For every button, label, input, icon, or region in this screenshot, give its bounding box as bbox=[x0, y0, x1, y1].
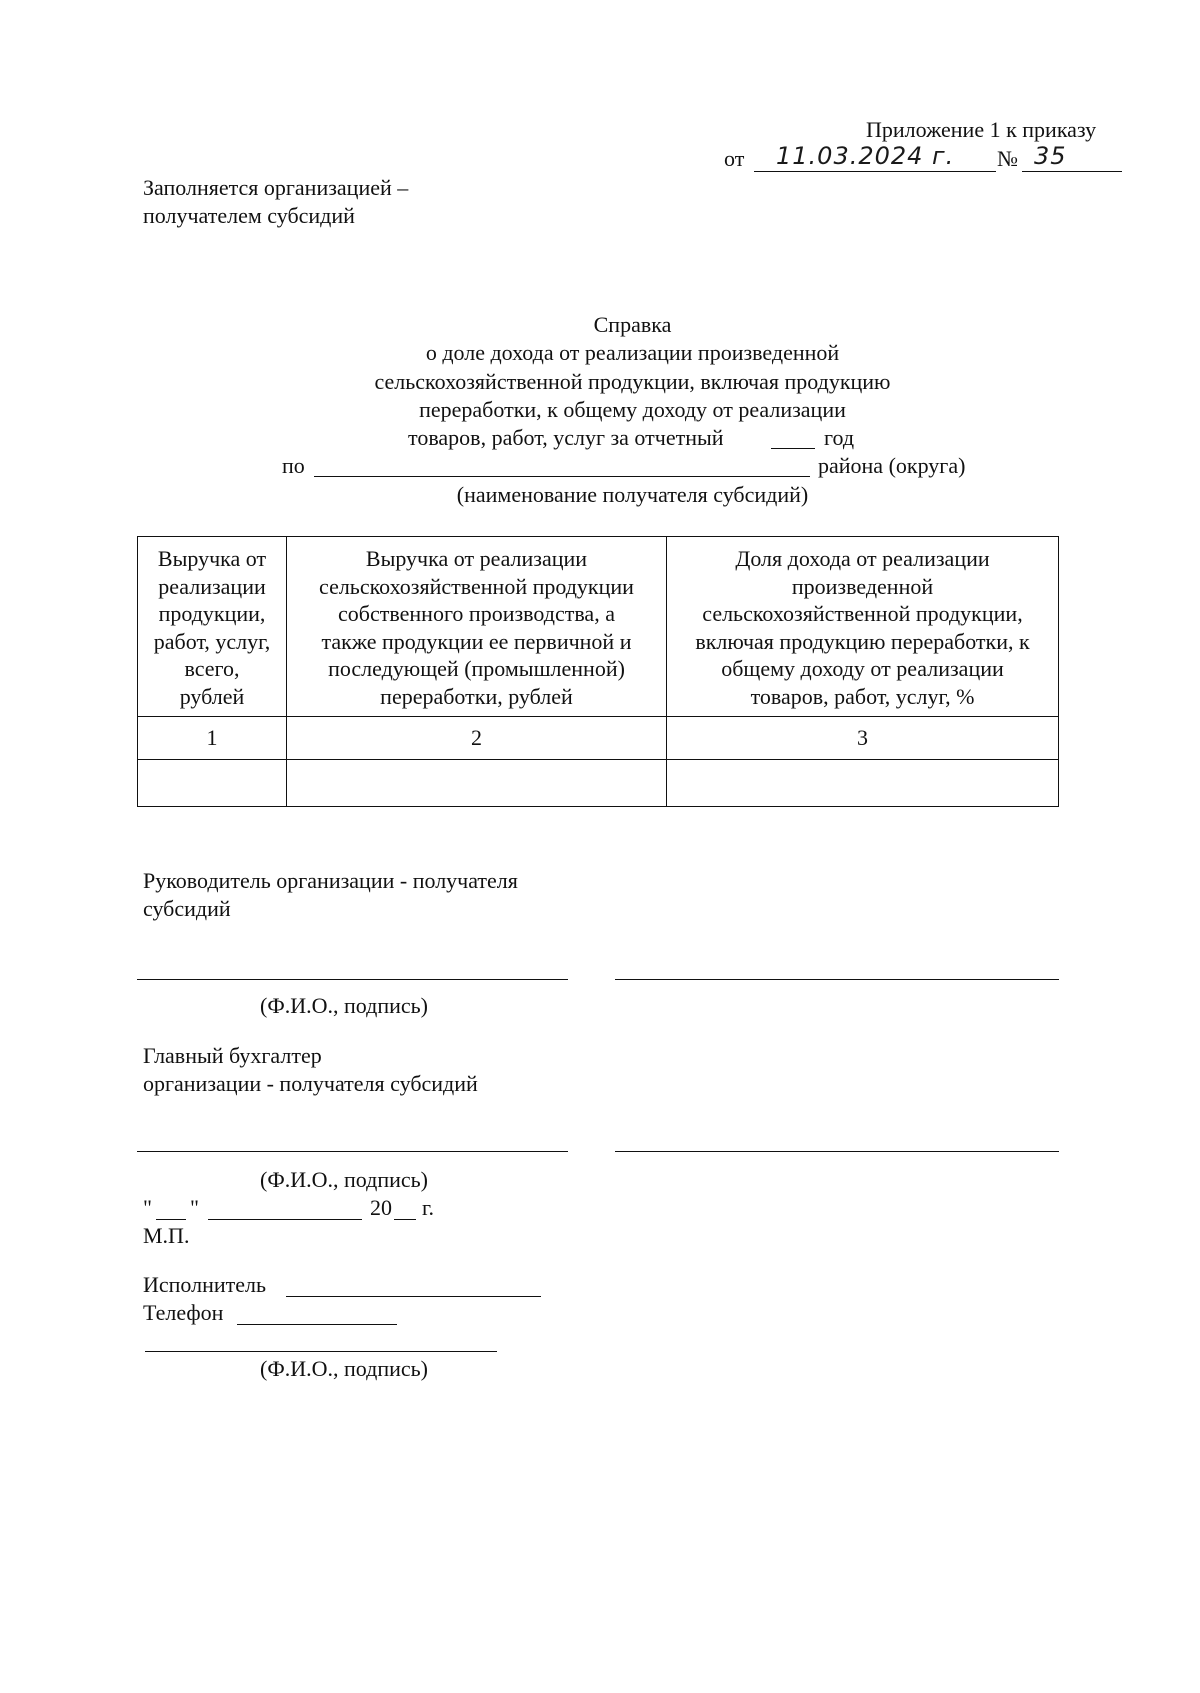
head-fio-field[interactable] bbox=[137, 979, 568, 980]
date-year-field[interactable] bbox=[394, 1219, 416, 1220]
title-line-4-prefix: товаров, работ, услуг за отчетный bbox=[408, 425, 724, 450]
stamp-label: М.П. bbox=[143, 1223, 190, 1248]
date-month-field[interactable] bbox=[208, 1219, 362, 1220]
order-date-value: 11.03.2024 г. bbox=[776, 142, 955, 170]
phone-field[interactable] bbox=[237, 1324, 397, 1325]
table-number-row bbox=[138, 717, 1059, 760]
order-from-label: от bbox=[724, 146, 745, 171]
column-header-total-revenue: Выручка от реализации продукции, работ, услуг, всего, рублей bbox=[138, 537, 287, 717]
executor-fio-field[interactable] bbox=[145, 1351, 497, 1352]
executor-fio-caption: (Ф.И.О., подпись) bbox=[260, 1356, 428, 1381]
head-signature-field[interactable] bbox=[615, 979, 1059, 980]
accountant-fio-field[interactable] bbox=[137, 1151, 568, 1152]
share-table bbox=[137, 536, 1059, 807]
column-number-1: 1 bbox=[138, 717, 287, 760]
order-number-line bbox=[1022, 171, 1122, 172]
income-share-cell[interactable] bbox=[667, 760, 1059, 807]
head-label-line1: Руководитель организации - получателя bbox=[143, 868, 518, 893]
accountant-signature-field[interactable] bbox=[615, 1151, 1059, 1152]
report-year-field[interactable] bbox=[771, 448, 815, 449]
date-year-prefix: 20 bbox=[370, 1195, 392, 1220]
agri-revenue-cell[interactable] bbox=[287, 760, 667, 807]
order-number-label: № bbox=[997, 146, 1018, 171]
head-label-line2: субсидий bbox=[143, 896, 231, 921]
title-line-2: сельскохозяйственной продукции, включая продукцию bbox=[374, 369, 891, 394]
phone-label: Телефон bbox=[143, 1300, 224, 1325]
column-number-2: 2 bbox=[287, 717, 667, 760]
column-number-3: 3 bbox=[667, 717, 1059, 760]
title-line-1: о доле дохода от реализации произведенной bbox=[425, 340, 840, 365]
head-fio-caption: (Ф.И.О., подпись) bbox=[260, 993, 428, 1018]
column-header-income-share: Доля дохода от реализации произведенной сельскохозяйственной продукции, включая продукцию переработки, к общему доходу от реализации товаров, работ, услуг, % bbox=[667, 537, 1059, 717]
date-year-suffix: г. bbox=[422, 1195, 435, 1220]
accountant-label-line2: организации - получателя субсидий bbox=[143, 1071, 478, 1096]
document-title: Справка bbox=[593, 312, 672, 337]
appendix-label: Приложение 1 к приказу bbox=[866, 117, 1097, 142]
order-date-line bbox=[754, 171, 996, 172]
executor-field[interactable] bbox=[286, 1296, 541, 1297]
accountant-label-line1: Главный бухгалтер bbox=[143, 1043, 322, 1068]
title-line-3: переработки, к общему доходу от реализации bbox=[419, 397, 846, 422]
title-line-4-suffix: год bbox=[824, 425, 855, 450]
column-header-agri-revenue: Выручка от реализации сельскохозяйственной продукции собственного производства, а также продукции ее первичной и последующей (промышленной) переработки, рублей bbox=[287, 537, 667, 717]
filled-by-line2: получателем субсидий bbox=[143, 203, 355, 228]
filled-by-line1: Заполняется организацией – bbox=[143, 175, 409, 200]
date-quote-open: " bbox=[143, 1195, 152, 1220]
executor-label: Исполнитель bbox=[143, 1272, 267, 1297]
date-day-field[interactable] bbox=[156, 1219, 186, 1220]
table-row bbox=[138, 760, 1059, 807]
title-line-5-suffix: района (округа) bbox=[818, 453, 966, 478]
date-quote-close: " bbox=[190, 1195, 199, 1220]
recipient-name-caption: (наименование получателя субсидий) bbox=[456, 482, 809, 507]
order-number-value: 35 bbox=[1034, 142, 1067, 170]
table-header-row bbox=[138, 537, 1059, 717]
title-line-5-prefix: по bbox=[282, 453, 305, 478]
total-revenue-cell[interactable] bbox=[138, 760, 287, 807]
recipient-name-field[interactable] bbox=[314, 476, 810, 477]
accountant-fio-caption: (Ф.И.О., подпись) bbox=[260, 1167, 428, 1192]
